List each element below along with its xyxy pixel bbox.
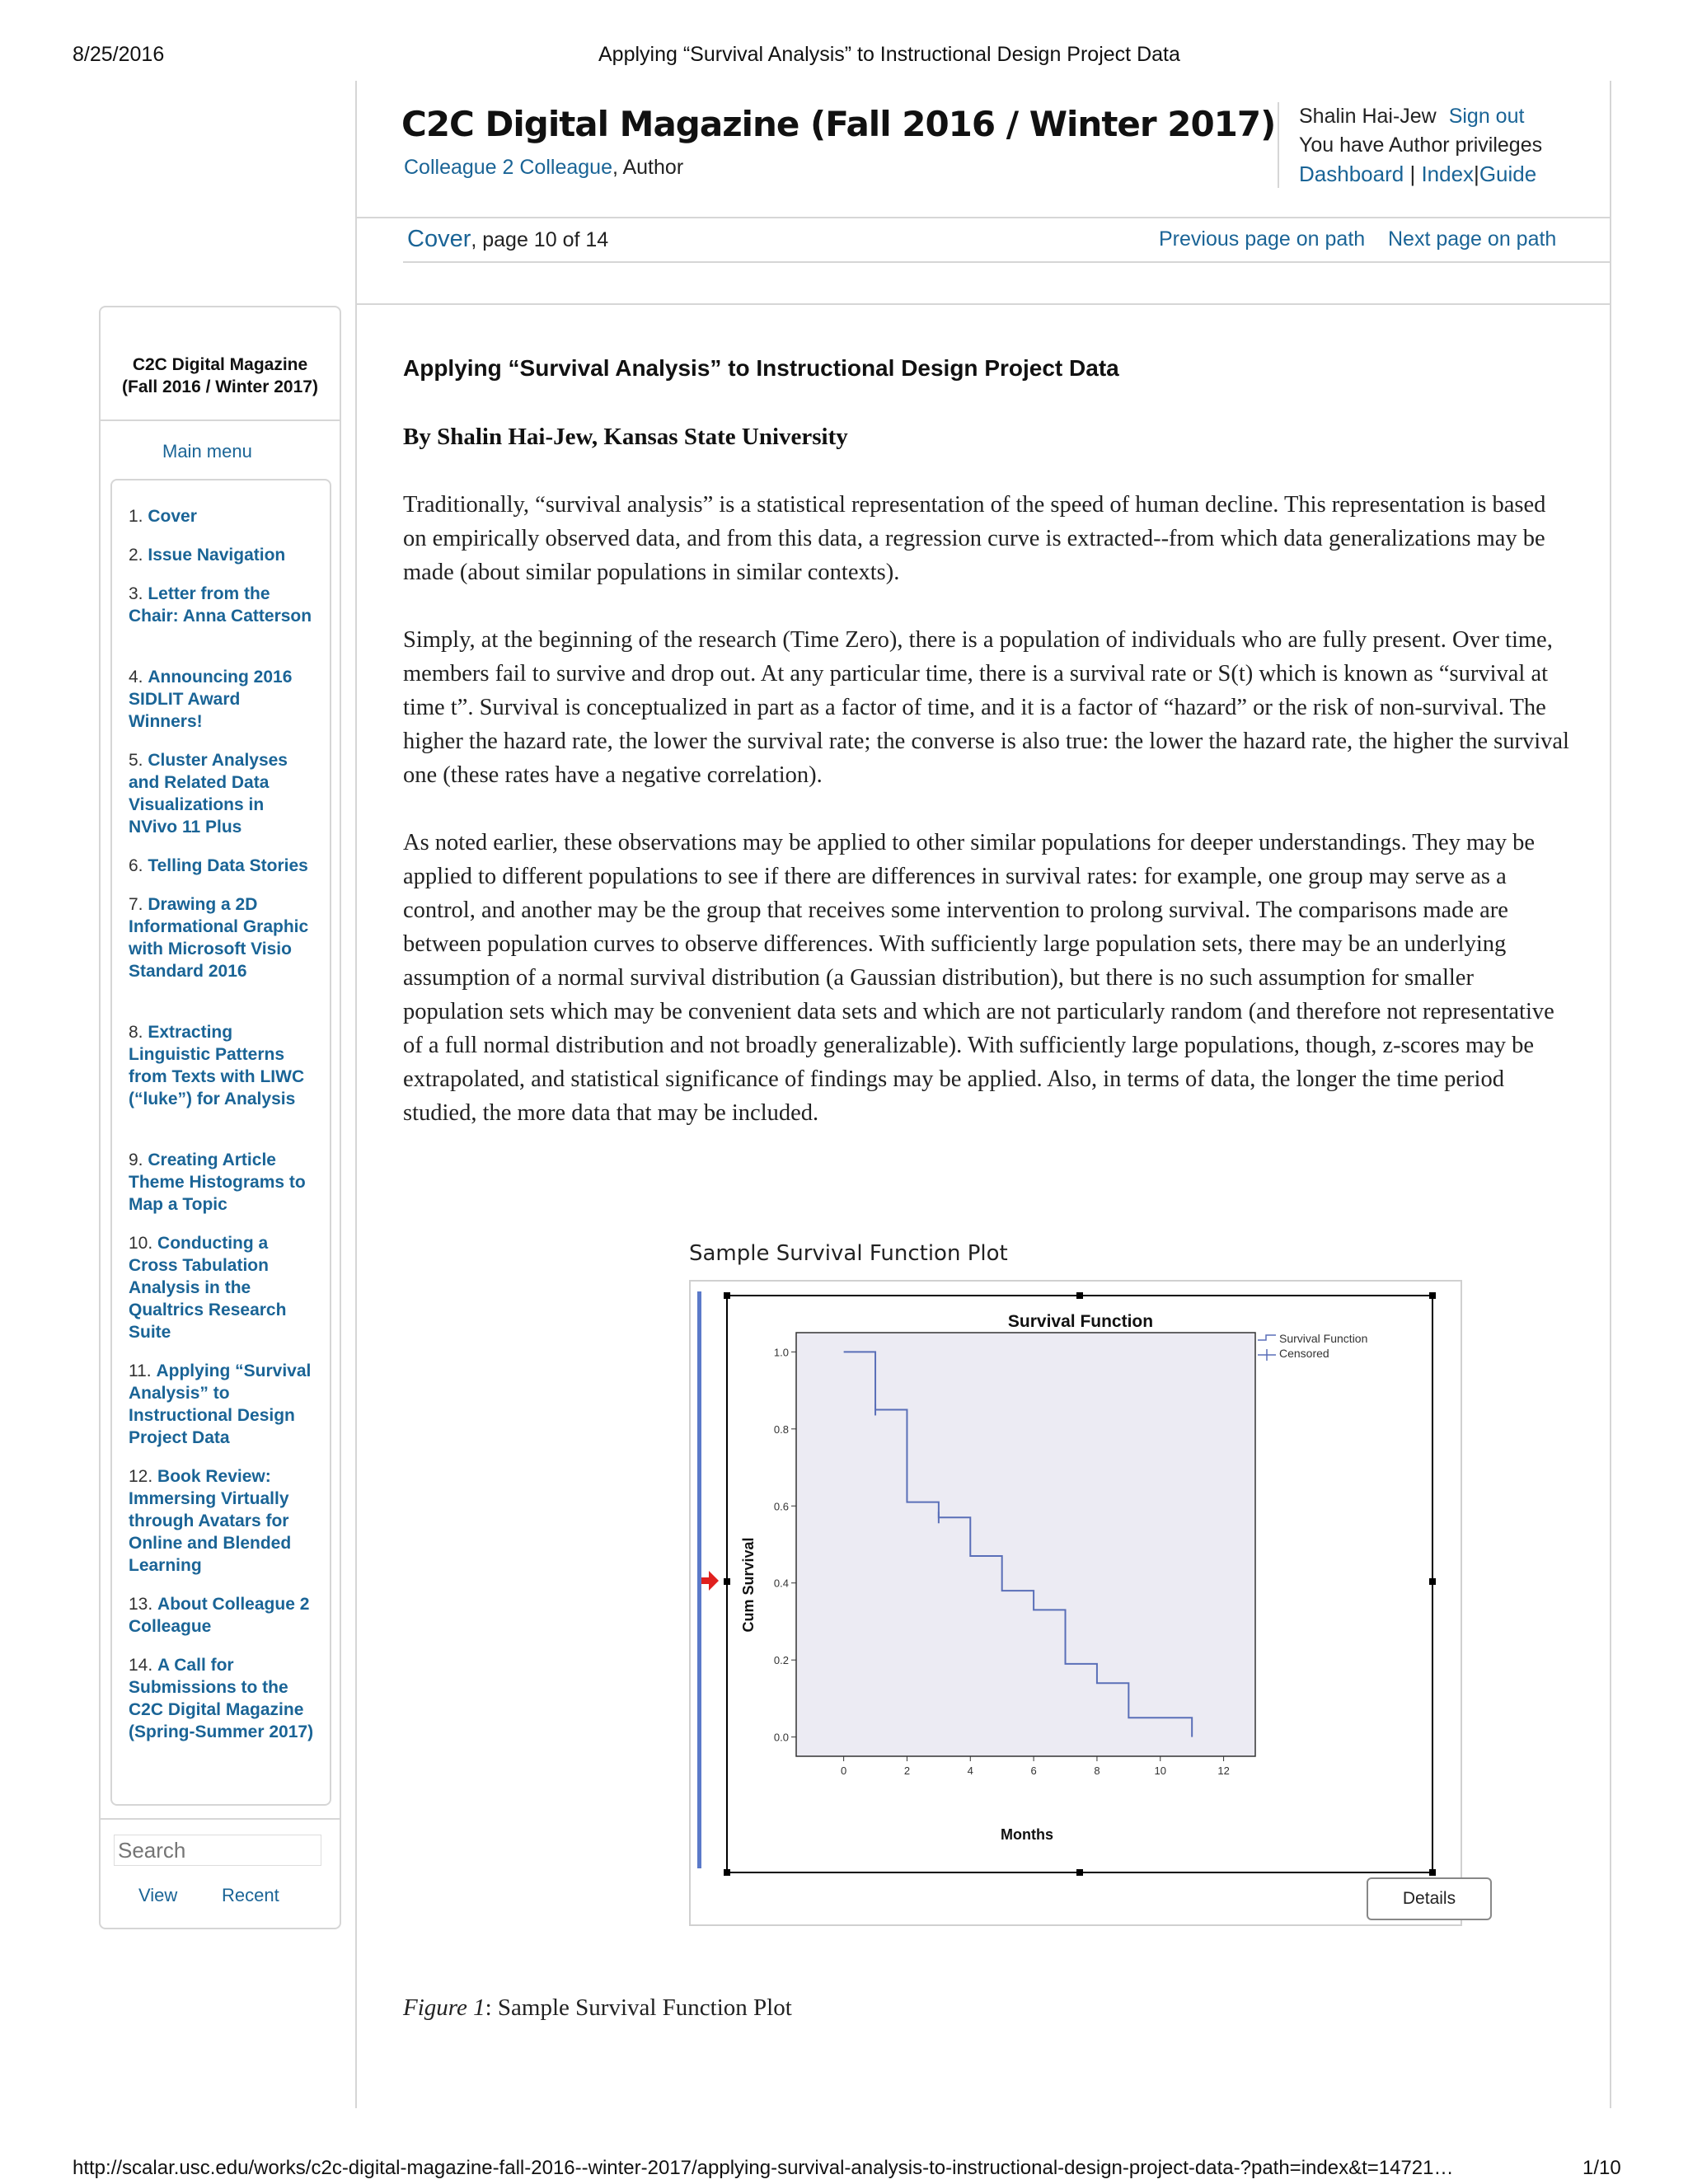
article-byline: By Shalin Hai-Jew, Kansas State University	[403, 424, 848, 450]
toc-item-letter-from-chair[interactable]: 3. Letter from the Chair: Anna Catterson	[129, 584, 312, 626]
y-tick-label: 0.8	[773, 1422, 789, 1436]
print-title: Applying “Survival Analysis” to Instructional Design Project Data	[598, 43, 1180, 66]
y-tick-label: 1.0	[773, 1346, 789, 1359]
survival-chart[interactable]	[689, 1280, 1462, 1926]
chart-title: Survival Function	[1007, 1312, 1154, 1331]
media-scroll-bar	[697, 1291, 701, 1868]
header-divider	[1278, 102, 1279, 188]
x-tick-label: 4	[967, 1765, 973, 1777]
toc-item-issue-navigation[interactable]: 2. Issue Navigation	[129, 546, 286, 565]
toc-item-visio-graphic[interactable]: 7. Drawing a 2D Informational Graphic with Microsoft Visio Standard 2016	[129, 895, 309, 981]
toc-item-call-for-submissions[interactable]: 14. A Call for Submissions to the C2C Digital Magazine (Spring-Summer 2017)	[129, 1656, 314, 1741]
x-tick-label: 10	[1154, 1765, 1166, 1777]
index-link[interactable]: Index	[1421, 162, 1475, 186]
user-box	[1299, 102, 1604, 189]
sign-out-link[interactable]: Sign out	[1448, 105, 1525, 128]
toc-item-sidlit-award[interactable]: 4. Announcing 2016 SIDLIT Award Winners!	[129, 668, 293, 731]
search-input[interactable]	[114, 1835, 321, 1866]
chart-legend	[1258, 1332, 1367, 1361]
figure-caption-label: Figure 1	[403, 1994, 485, 2021]
article-heading: Applying “Survival Analysis” to Instructional Design Project Data	[403, 355, 1119, 381]
header-rule	[357, 217, 1610, 218]
content-top-rule	[357, 303, 1610, 305]
media-title: Sample Survival Function Plot	[689, 1241, 1008, 1266]
legend-censored: Censored	[1279, 1347, 1329, 1360]
view-link[interactable]: View	[138, 1885, 178, 1905]
table-of-contents	[110, 479, 331, 1806]
x-axis-ticks	[841, 1756, 1230, 1777]
sidebar-divider	[101, 419, 340, 421]
page-info: , page 10 of 14	[471, 228, 609, 251]
previous-page-link[interactable]: Previous page on path	[1159, 227, 1366, 251]
publisher-link[interactable]: Colleague 2 Colleague	[404, 156, 612, 179]
y-tick-label: 0.2	[773, 1654, 789, 1667]
content-right-border	[1610, 81, 1611, 2108]
y-tick-label: 0.6	[773, 1500, 789, 1513]
sidebar-title[interactable]: C2C Digital Magazine (Fall 2016 / Winter 2017)	[122, 355, 318, 396]
cover-link[interactable]: Cover	[407, 226, 471, 252]
x-tick-label: 6	[1030, 1765, 1037, 1777]
legend-survival-function: Survival Function	[1279, 1332, 1368, 1345]
sidebar-divider-search	[101, 1818, 340, 1820]
paragraph-2: Simply, at the beginning of the research (Time Zero), there is a population of individuals who are fully present. Over time, members fail to survive and drop out. At any particular time, there is a survival rate or S(t) which is known as “survival at time t”. Survival is conceptualized in part as a factor of time, and it is a factor of “hazard” or the risk of non-survival. The higher the hazard rate, the lower the survival rate; the converse is also true: the lower the hazard rate, the higher the survival one (these rates have a negative correlation).	[403, 627, 1569, 788]
print-url: http://scalar.usc.edu/works/c2c-digital-magazine-fall-2016--winter-2017/applying-survival-analysis-to-instructional-design-project-data-?path=index&t=14721…	[73, 2157, 1454, 2179]
next-page-link[interactable]: Next page on path	[1388, 227, 1557, 251]
sidebar	[99, 306, 341, 1929]
x-tick-label: 0	[841, 1765, 847, 1777]
path-nav-rule	[403, 261, 1610, 263]
print-date: 8/25/2016	[73, 43, 165, 66]
toc-item-survival-analysis[interactable]: 11. Applying “Survival Analysis” to Instructional Design Project Data	[129, 1361, 312, 1447]
role-label: , Author	[612, 156, 684, 179]
figure-caption	[403, 1994, 792, 2022]
toc-item-cover[interactable]: 1. Cover	[129, 507, 197, 526]
guide-link[interactable]: Guide	[1479, 162, 1537, 186]
x-tick-label: 8	[1094, 1765, 1100, 1777]
dashboard-link[interactable]: Dashboard	[1299, 162, 1404, 186]
y-tick-label: 0.0	[773, 1731, 789, 1744]
toc-item-book-review[interactable]: 12. Book Review: Immersing Virtually through Avatars for Online and Blended Learning	[129, 1467, 292, 1575]
y-axis-label: Cum Survival	[740, 1537, 757, 1633]
separator: |	[1474, 162, 1479, 186]
paragraph-3: As noted earlier, these observations may be applied to other similar populations for deeper understandings. They may be applied to different populations to see if there are differences in survival rates: for example, one group may serve as a control, and another may be the group that receives some intervention to prolong survival. The comparisons made are between population curves to observe differences. With sufficiently large population sets, there may be an underlying assumption of a normal survival distribution (a Gaussian distribution), but there is no such assumption for smaller population sets which may be convenient data sets and which are not particularly random (and therefore not representative of a full normal distribution and not broadly generalizable). With sufficiently large populations, though, z-scores may be extrapolated, and statistical significance of findings may be applied. Also, in terms of data, the longer the time period studied, the more data that may be included.	[403, 830, 1554, 1126]
content-left-border	[355, 81, 357, 2108]
print-page-count: 1/10	[1582, 2157, 1621, 2179]
toc-item-theme-histograms[interactable]: 9. Creating Article Theme Histograms to Map a Topic	[129, 1151, 306, 1214]
details-button[interactable]: Details	[1367, 1877, 1492, 1920]
plot-area	[796, 1333, 1255, 1756]
book-byline	[404, 156, 683, 180]
toc-item-telling-data-stories[interactable]: 6. Telling Data Stories	[129, 856, 308, 875]
user-name: Shalin Hai-Jew	[1299, 105, 1437, 128]
y-tick-label: 0.4	[773, 1577, 789, 1590]
book-title[interactable]: C2C Digital Magazine (Fall 2016 / Winter 2017)	[401, 104, 1276, 144]
legend-line-swatch	[1258, 1335, 1276, 1340]
red-arrow-marker	[701, 1571, 719, 1591]
y-axis-ticks	[774, 1346, 796, 1743]
x-tick-label: 12	[1217, 1765, 1230, 1777]
path-position	[407, 226, 608, 253]
separator: |	[1409, 162, 1416, 186]
figure-caption-text: : Sample Survival Function Plot	[485, 1994, 792, 2021]
recent-link[interactable]: Recent	[222, 1885, 279, 1905]
toc-item-cluster-analyses[interactable]: 5. Cluster Analyses and Related Data Visualizations in NVivo 11 Plus	[129, 751, 288, 837]
x-axis-label: Months	[1001, 1826, 1053, 1843]
toc-item-liwc[interactable]: 8. Extracting Linguistic Patterns from Texts with LIWC (“luke”) for Analysis	[129, 1023, 305, 1108]
paragraph-1: Traditionally, “survival analysis” is a statistical representation of the speed of human decline. This representation is based on empirically observed data, and from this data, a regression curve is extracted--from which data generalizations may be made (about similar populations in similar contexts).	[403, 492, 1546, 585]
privileges-text: You have Author privileges	[1299, 134, 1543, 157]
toc-item-about-c2c[interactable]: 13. About Colleague 2 Colleague	[129, 1595, 310, 1636]
main-menu-link[interactable]: Main menu	[162, 441, 252, 462]
x-tick-label: 2	[903, 1765, 911, 1777]
toc-item-cross-tabulation[interactable]: 10. Conducting a Cross Tabulation Analysis in the Qualtrics Research Suite	[129, 1234, 287, 1342]
